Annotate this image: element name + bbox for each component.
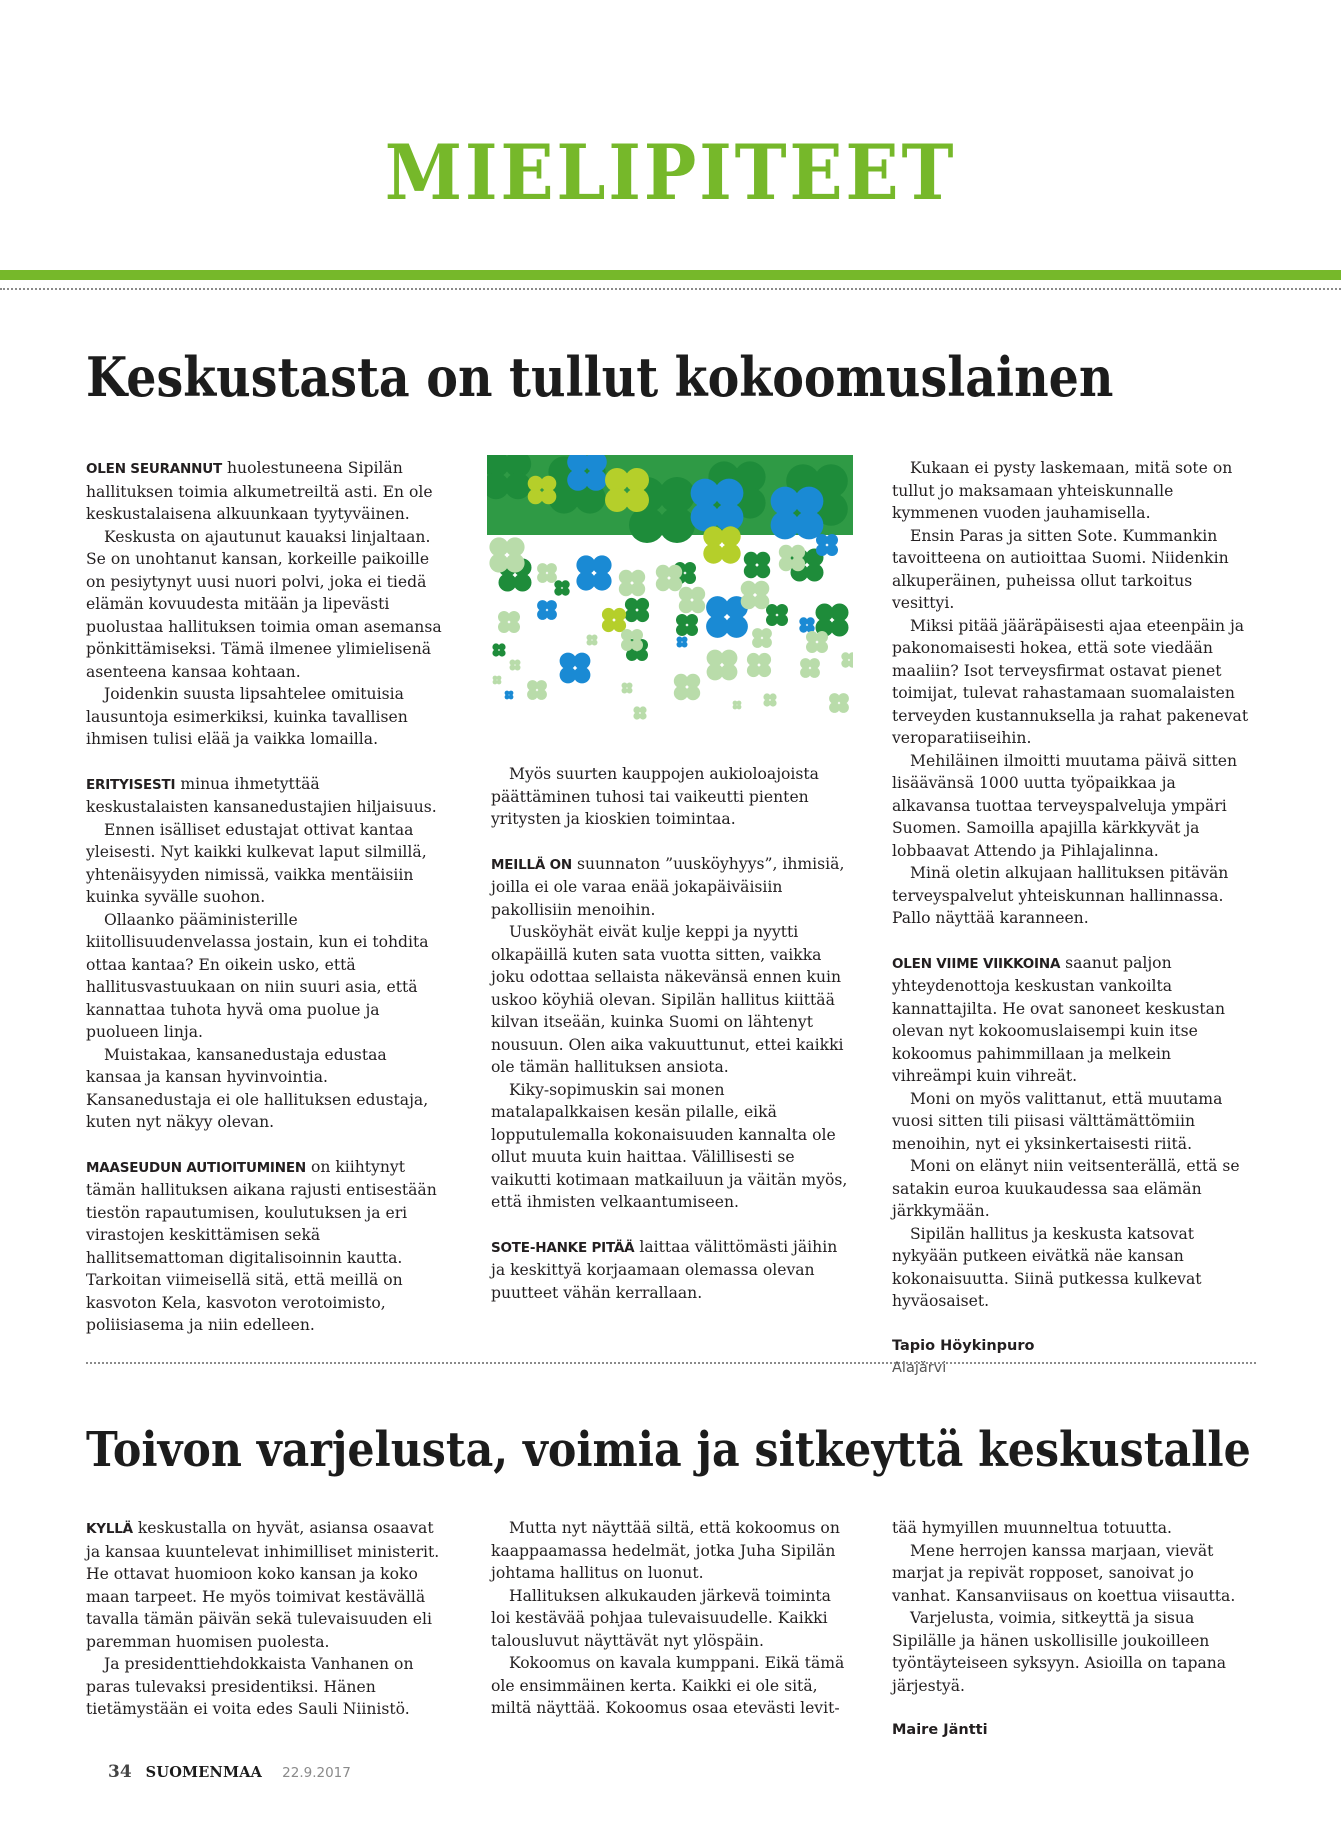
- section-divider-green: [0, 270, 1341, 280]
- lead-in: MAASEUDUN AUTIOITUMINEN: [86, 1159, 306, 1176]
- paragraph: [86, 1156, 444, 1337]
- article1-headline: Keskustasta on tullut kokoomuslainen: [86, 345, 1114, 409]
- paragraph: [86, 457, 444, 526]
- paragraph: [86, 1517, 444, 1653]
- paragraph: [86, 773, 444, 819]
- paragraph-text: laittaa välittömästi jäihin ja keskittyä korjaamaan olemassa olevan puutteet vähän kerrallaan.: [491, 1237, 838, 1302]
- paragraph: Ja presidenttiehdokkaista Vanhanen on paras tulevaksi presidentiksi. Hänen tietämystään ei voita edes Sauli Niinistö.: [86, 1655, 414, 1718]
- lead-in: MEILLÄ ON: [491, 856, 573, 873]
- paragraph-text: minua ihmetyttää keskustalaisten kansanedustajien hiljaisuus.: [86, 774, 437, 816]
- page-number: 34: [108, 1762, 132, 1782]
- paragraph-text: on kiihtynyt tämän hallituksen aikana rajusti entisestään tiestön rapautumisen, koulutuksen ja eri virastojen keskittämisen sekä hallitsemattoman digitalisoinnin kautta. Tarkoitan viimeisellä sitä, että meillä on kasvoton Kela, kasvoton verotoimisto, poliisiasema ja niin edelleen.: [86, 1157, 437, 1334]
- clover-icon: [487, 455, 853, 720]
- paragraph: Varjelusta, voimia, sitkeyttä ja sisua Sipilälle ja hänen uskollisille joukoilleen työntäyteiseen syksyyn. Asioilla on tapana järjestyä.: [892, 1609, 1227, 1695]
- paragraph: Miksi pitää jääräpäisesti ajaa eteenpäin ja pakonomaisesti hokea, että sote viedään maaliin? Isot terveysfirmat ostavat pienet toimijat, tulevat rahastamaan suomalaisten terveyden kustannuksella ja rahat pakenevat veroparatiiseihin.: [892, 616, 1249, 747]
- lead-in: ERITYISESTI: [86, 776, 176, 793]
- page-footer: [108, 1762, 351, 1782]
- paragraph: Moni on myös valittanut, että muutama vuosi sitten tili piisasi välttämättömiin menoihin, nyt ei yksinkertaisesti riitä.: [892, 1089, 1223, 1153]
- paragraph: Hallituksen alkukauden järkevä toiminta loi kestävää pohjaa tulevaisuudelle. Kaikki talousluvut näyttävät nyt ylöspäin.: [491, 1586, 831, 1650]
- lead-in: OLEN VIIME VIIKKOINA: [892, 955, 1061, 972]
- paragraph: tää hymyillen muunneltua totuutta.: [892, 1519, 1172, 1537]
- dotted-divider-middle: [86, 1362, 1256, 1364]
- paragraph-text: saanut paljon yhteydenottoja keskustan vankoilta kannattajilta. He ovat sanoneet keskustan olevan nyt kokoomuslaisempi kuin itse kokoomus pahimmillaan ja melkein vihreämpi kuin vihreät.: [892, 953, 1225, 1085]
- lead-in: SOTE-HANKE PITÄÄ: [491, 1239, 635, 1256]
- paragraph: Mehiläinen ilmoitti muutama päivä sitten lisäävänsä 1000 uutta työpaikkaa ja alkavansa tuottaa terveyspalveluja ympäri Suomen. Samoilla apajilla kärkkyvät ja lobbaavat Attendo ja Pihlajalinna.: [892, 751, 1237, 860]
- paragraph: Uusköyhät eivät kulje keppi ja nyytti olkapäillä kuten sata vuotta sitten, vaikka joku odottaa sellaista näkevänsä ennen kuin uskoo köyhiä olevan. Sipilän hallitus kiittää kilvan itseään, kuinka Suomi on lähtenyt nousuun. Olen aika vakuuttunut, ettei kaikki ole tämän hallituksen ansiota.: [491, 923, 844, 1076]
- paragraph: [491, 853, 849, 922]
- paragraph: Kukaan ei pysty laskemaan, mitä sote on tullut jo maksamaan yhteiskunnalle kymmenen vuoden jauhamisella.: [892, 459, 1233, 522]
- dotted-divider-top: [0, 288, 1341, 290]
- paragraph-text: suunnaton ”uusköyhyys”, ihmisiä, joilla ei ole varaa enää jokapäiväisiin pakollisiin menoihin.: [491, 854, 845, 919]
- paragraph: Muistakaa, kansanedustaja edustaa kansaa ja kansan hyvinvointia. Kansanedustaja ei ole hallituksen edustaja, kuten nyt näkyy olevan.: [86, 1045, 429, 1131]
- four-leaf-clovers-illustration: [487, 455, 853, 720]
- article2-column-1: [86, 1517, 444, 1721]
- paragraph: Joidenkin suusta lipsahtelee omituisia lausuntoja esimerkiksi, kuinka tavallisen ihmisen tulisi elää ja vaikka lomailla.: [86, 685, 408, 748]
- paragraph: [491, 1236, 849, 1305]
- paragraph: Keskusta on ajautunut kauaksi linjaltaan. Se on unohtanut kansan, korkeille paikoille on pesiytynyt uusi nuori polvi, joka ei tiedä elämän kovuudesta mitään ja lipevästi puolustaa hallituksen toimia oman asemansa pönkittämiseksi. Tämä ilmenee ylimielisenä asenteena kansaa kohtaan.: [86, 527, 442, 681]
- article1-author-place: Alajärvi: [892, 1360, 947, 1376]
- paragraph: Ensin Paras ja sitten Sote. Kummankin tavoitteena on autioittaa Suomi. Niidenkin alkuperäinen, puheissa ollut tarkoitus vesittyi.: [892, 526, 1229, 612]
- section-title: MIELIPITEET: [384, 128, 957, 217]
- paragraph: Myös suurten kauppojen aukioloajoista päättäminen tuhosi tai vaikeutti pienten yritysten ja kioskien toimintaa.: [491, 765, 819, 828]
- paragraph: Mene herrojen kanssa marjaan, vievät marjat ja repivät ropposet, sanoivat jo vanhat. Kansanviisaus on koettua viisautta.: [892, 1541, 1236, 1605]
- paragraph-text: huolestuneena Sipilän hallituksen toimia alkumetreiltä asti. En ole keskustalaisena alkuunkaan tyytyväinen.: [86, 459, 433, 523]
- publication-name: SUOMENMAA: [145, 1764, 263, 1781]
- paragraph: Minä oletin alkujaan hallituksen pitävän terveyspalvelut yhteiskunnan hallinnassa. Pallo näyttää karanneen.: [892, 864, 1229, 927]
- paragraph: Ennen isälliset edustajat ottivat kantaa yleisesti. Nyt kaikki kulkevat laput silmillä, yhtenäisyyden nimissä, vaikka mentäisiin kuinka syvälle suohon.: [86, 820, 427, 906]
- article1-column-3: [892, 457, 1250, 1380]
- paragraph: Ollaanko pääministerille kiitollisuudenvelassa jostain, kun ei tohdita ottaa kantaa? En oikein usko, että hallitusvastuukaan on niin suuri asia, että kannattaa tuhota hyvä oma puolue ja puolueen linja.: [86, 910, 429, 1041]
- article2-headline: Toivon varjelusta, voimia ja sitkeyttä keskustalle: [86, 1422, 1251, 1478]
- lead-in: KYLLÄ: [86, 1521, 133, 1537]
- article2-column-2: [491, 1517, 849, 1720]
- lead-in: OLEN SEURANNUT: [86, 461, 223, 477]
- article1-column-2: [491, 763, 849, 1304]
- article1-author-name: Tapio Höykinpuro: [892, 1337, 1035, 1354]
- paragraph: Sipilän hallitus ja keskusta katsovat nykyään putkeen eivätkä näe kansan kokonaisuutta. Siinä putkessa kulkevat hyväosaiset.: [892, 1224, 1202, 1310]
- publication-date: 22.9.2017: [282, 1765, 351, 1781]
- paragraph: Moni on elänyt niin veitsenterällä, että se satakin euroa kuukaudessa saa elämän järkkymään.: [892, 1157, 1240, 1220]
- article2-column-3: [892, 1517, 1250, 1742]
- article1-column-1: [86, 457, 444, 1337]
- paragraph: Kokoomus on kavala kumppani. Eikä tämä ole ensimmäinen kerta. Kaikki ei ole sitä, miltä näyttää. Kokoomus osaa etevästi levit-: [491, 1654, 845, 1717]
- paragraph: Kiky-sopimuskin sai monen matalapalkkaisen kesän pilalle, eikä lopputulemalla kokonaisuuden kannalta ole ollut muuta kuin haittaa. Välillisesti se vaikutti kotimaan matkailuun ja väitän myös, että ihmisten velkaantumiseen.: [491, 1080, 848, 1211]
- paragraph: Mutta nyt näyttää siltä, että kokoomus on kaappaamassa hedelmät, jotka Juha Sipilän johtama hallitus on luonut.: [491, 1519, 840, 1582]
- article2-author-name: Maire Jäntti: [892, 1722, 988, 1738]
- paragraph: [892, 952, 1250, 1088]
- paragraph-text: keskustalla on hyvät, asiansa osaavat ja kansaa kuuntelevat inhimilliset ministerit. He ottavat huomioon koko kansan ja koko maan tarpeet. He myös toimivat kestävällä tavalla tämän päivän sekä tulevaisuuden eli paremman huomisen puolesta.: [86, 1519, 440, 1651]
